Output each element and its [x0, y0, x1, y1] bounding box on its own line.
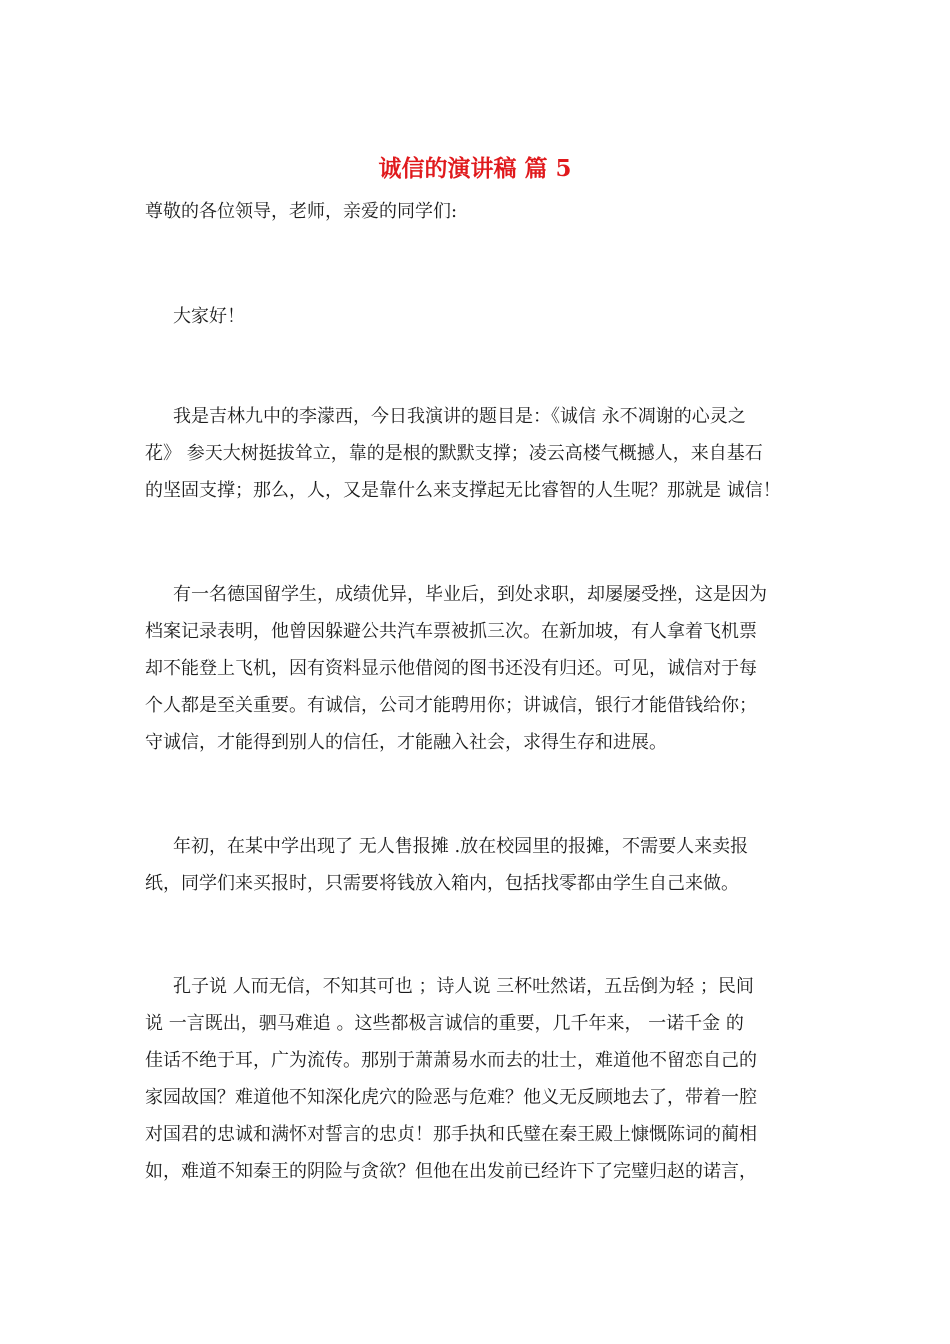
- paragraph-line: 佳话不绝于耳，广为流传。那别于萧萧易水而去的壮士，难道他不留恋自己的: [145, 1050, 757, 1071]
- paragraph-intro: [145, 398, 815, 509]
- paragraph-line: 有一名德国留学生，成绩优异，毕业后，到处求职，却屡屡受挫，这是因为: [173, 584, 767, 605]
- paragraph-examples: [145, 576, 815, 761]
- paragraph-line: 我是吉林九中的李濛西，今日我演讲的题目是：《诚信 永不凋谢的心灵之: [173, 406, 746, 427]
- paragraph-line: 如，难道不知秦王的阴险与贪欲？但他在出发前已经许下了完璧归赵的诺言，: [145, 1161, 757, 1182]
- paragraph-line: 孔子说 人而无信，不知其可也 ；诗人说 三杯吐然诺，五岳倒为轻 ；民间: [173, 976, 754, 997]
- paragraph-line: 的坚固支撑；那么，人，又是靠什么来支撑起无比睿智的人生呢？那就是 诚信！: [145, 480, 781, 501]
- paragraph-line: 家园故国？难道他不知深化虎穴的险恶与危难？他义无反顾地去了，带着一腔: [145, 1087, 757, 1108]
- greeting: [145, 298, 815, 335]
- salutation: 尊敬的各位领导，老师，亲爱的同学们:: [145, 201, 458, 222]
- paragraph-line: 个人都是至关重要。有诚信，公司才能聘用你；讲诚信，银行才能借钱给你；: [145, 695, 757, 716]
- paragraph-newsstand: [145, 828, 815, 902]
- greeting-line: 大家好！: [173, 306, 245, 327]
- paragraph-line: 纸，同学们来买报时，只需要将钱放入箱内，包括找零都由学生自己来做。: [145, 873, 739, 894]
- paragraph-line: 却不能登上飞机，因有资料显示他借阅的图书还没有归还。可见，诚信对于每: [145, 658, 757, 679]
- paragraph-line: 年初，在某中学出现了 无人售报摊 .放在校园里的报摊，不需要人来卖报: [173, 836, 749, 857]
- paragraph-line: 对国君的忠诚和满怀对誓言的忠贞！那手执和氏璧在秦王殿上慷慨陈词的蔺相: [145, 1124, 757, 1145]
- paragraph-line: 花》 参天大树挺拔耸立，靠的是根的默默支撑；凌云高楼气概撼人，来自基石: [145, 443, 763, 464]
- paragraph-line: 档案记录表明，他曾因躲避公共汽车票被抓三次。在新加坡，有人拿着飞机票: [145, 621, 757, 642]
- paragraph-confucius: [145, 968, 815, 1190]
- document-title: 诚信的演讲稿 篇 5: [378, 155, 572, 182]
- paragraph-line: 说 一言既出，驷马难追 。这些都极言诚信的重要，几千年来， 一诺千金 的: [145, 1013, 744, 1034]
- paragraph-line: 守诚信，才能得到别人的信任，才能融入社会，求得生存和进展。: [145, 732, 667, 753]
